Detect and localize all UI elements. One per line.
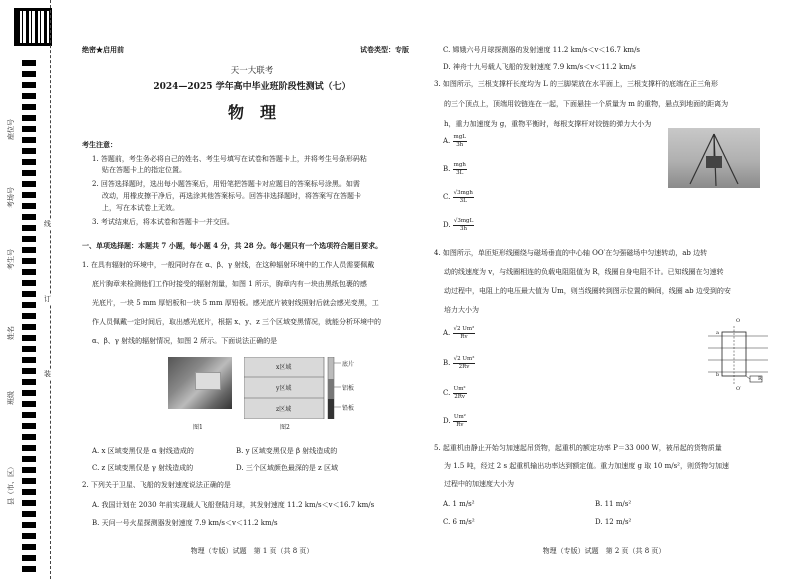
q2-option-b: B. 天问一号火星探测器发射速度 7.9 km/s＜v＜11.2 km/s: [92, 519, 278, 527]
note-line: 3. 考试结束后，将本试卷和答题卡一并交回。: [92, 218, 234, 226]
q4-option-b: B. $\frac{\text{√2 Um²}}{2Rv}$: [443, 356, 475, 370]
q4-option-a: A. $\frac{\text{√2 Um²}}{Rv}$: [443, 326, 475, 340]
note-line: 2. 回答选择题时，选出每小题答案后，用铅笔把答题卡对应题目的答案标号涂黑。如需: [92, 180, 360, 188]
section-title: 一、单项选择题：本题共 7 小题，每小题 4 分，共 28 分。每小题只有一个选项符合题目要求。: [82, 241, 383, 250]
fig1-caption: 图1: [193, 424, 203, 431]
q3-option-a: A. $\frac{\text{mgL}}{3h}$: [443, 134, 466, 148]
cut-mark-order: 订: [44, 295, 51, 303]
q1-line: 作人员佩戴一定时间后，取出感光底片，根据 x、y、z 三个区域变黑情况，就能分析环境中的: [92, 318, 382, 326]
binding-strip: [0, 0, 68, 579]
fig2-region-z: z区域: [276, 406, 292, 413]
q1-option-d: D. 三个区域颜色最深的是 z 区域: [236, 464, 338, 472]
note-line: 改动，用橡皮擦干净后，再选涂其他答案标号。回答非选择题时，将答案写在答题卡: [102, 192, 361, 200]
coil-label-o-prime: O′: [736, 386, 742, 392]
footer-right: 物理（专版）试题 第 2 页（共 8 页）: [542, 547, 666, 555]
q1-option-b: B. y 区域变黑仅是 β 射线造成的: [236, 447, 338, 455]
exam-title: 2024—2025 学年高中毕业班阶段性测试（七）: [153, 82, 351, 92]
qr-code: [14, 8, 52, 46]
coil-label-b: b: [716, 372, 720, 378]
cut-mark-bind: 装: [44, 370, 51, 378]
q3-line: h，重力加速度为 g，重物平衡时，每根支撑杆对铰链的弹力大小为: [444, 120, 652, 128]
q2-option-c: C. 嫦娥六号月球探测器的发射速度 11.2 km/s＜v＜16.7 km/s: [443, 46, 641, 54]
coil-label-a: a: [716, 330, 719, 336]
note-line: 1. 答题前，考生务必将自己的姓名、考生号填写在试卷和答题卡上，并将考生号条形码粘: [92, 155, 367, 163]
examinee-id-label: 考生号: [7, 249, 15, 270]
q5-option-d: D. 12 m/s²: [595, 518, 632, 526]
barcode-stripes: [22, 60, 36, 575]
q1-option-c: C. z 区域变黑仅是 γ 射线造成的: [92, 464, 194, 472]
footer-left: 物理（专版）试题 第 1 页（共 8 页）: [190, 547, 314, 555]
class-label: 班级: [7, 391, 15, 405]
fig2-region-x: x区域: [276, 364, 292, 371]
fig2-caption: 图2: [280, 424, 290, 431]
q1-line: 1. 在具有辐射的环境中，一般同时存在 α、β、γ 射线，在这种辐射环境中的工作人员需要佩戴: [82, 261, 375, 269]
fig1-badge: [195, 372, 221, 390]
q4-line: 动的线速度为 v，与线圈相连的负载电阻阻值为 R，线圈自身电阻不计。已知线圈在匀速转: [444, 268, 724, 276]
note-line: 贴在答题卡上的指定位置。: [102, 166, 186, 174]
q4-line: 4. 如图所示，单匝矩形线圈绕与磁场垂直的中心轴 OO′在匀强磁场中匀速转动，ab 边转: [434, 249, 708, 257]
name-label: 姓名: [7, 326, 15, 340]
q1-line: 光底片，一块 5 mm 厚铝板和一块 5 mm 厚铅板。感光底片被射线照射后就会感光变黑，工: [92, 299, 379, 307]
q5-option-c: C. 6 m/s²: [443, 518, 475, 526]
q2-option-d: D. 神舟十九号载人飞船的发射速度 7.9 km/s＜v＜11.2 km/s: [443, 63, 636, 71]
secret-mark: 绝密★启用前: [82, 45, 124, 54]
q3-line: 的三个顶点上，顶端用铰链连在一起，下面悬挂一个质量为 m 的重物，悬点到地面的距离为: [444, 100, 729, 108]
q3-option-c: C. $\frac{\text{√3mgh}}{3L}$: [443, 190, 473, 204]
coil-label-r: R: [758, 376, 762, 382]
fig2-label-pb: 铅板: [342, 405, 355, 412]
q4-line: 动过程中，电阻上的电压最大值为 Um，则当线圈转到图示位置的瞬间，线圈 ab 边受到的安: [444, 287, 731, 295]
q3-option-b: B. $\frac{\text{mgh}}{3L}$: [443, 162, 466, 176]
q4-option-c: C. $\frac{\text{Um²}}{2Rv}$: [443, 386, 466, 400]
coil-label-o: O: [736, 318, 741, 324]
q2-stem: 2. 下列关于卫星、飞船的发射速度说法正确的是: [82, 481, 231, 489]
q4-option-d: D. $\frac{\text{Um²}}{Rv}$: [443, 414, 466, 428]
q4-line: 培力大小为: [444, 306, 479, 314]
room-label: 考场号: [7, 187, 15, 208]
notes-title: 考生注意：: [82, 140, 117, 149]
q5-option-b: B. 11 m/s²: [595, 500, 632, 508]
fig2-label-al: 铝板: [342, 385, 355, 392]
q5-line: 为 1.5 吨，经过 2 s 起重机输出功率达到额定值。重力加速度 g 取 10 m/s²，则货物匀加速: [444, 462, 729, 470]
subject-title: 物 理: [227, 103, 276, 122]
paper-type: 试卷类型：专版: [360, 45, 409, 54]
cut-mark-line: 线: [44, 220, 51, 228]
seat-label: 座位号: [7, 119, 15, 140]
q5-option-a: A. 1 m/s²: [443, 500, 475, 508]
q3-option-d: D. $\frac{\text{√3mgL}}{3h}$: [443, 218, 474, 232]
q5-line: 过程中的加速度大小为: [444, 480, 514, 488]
tripod-drawing: [668, 128, 760, 188]
q2-option-a: A. 我国计划在 2030 年前实现载人飞船登陆月球，其发射速度 11.2 km/s＜v＜16.7 km/s: [92, 501, 375, 509]
fig2-label-film: 底片: [342, 361, 355, 368]
q5-line: 5. 起重机由静止开始匀加速起吊货物，起重机的额定功率 P＝33 000 W，被吊起的货物质量: [434, 444, 722, 452]
note-line: 上，写在本试卷上无效。: [102, 204, 179, 212]
q1-line: 底片胸章来检测他们工作时接受的辐射剂量，如图 1 所示，胸章内有一块由黑纸包裹的感: [92, 280, 367, 288]
q1-option-a: A. x 区域变黑仅是 α 射线造成的: [92, 447, 194, 455]
county-label: 县（市、区）: [7, 463, 15, 505]
q1-line: α、β、γ 射线的辐射情况，如图 2 所示。下面说法正确的是: [92, 337, 278, 345]
fig2-region-y: y区域: [276, 385, 292, 392]
cut-line: [50, 0, 51, 579]
q3-line: 3. 如图所示，三根支撑杆长度均为 L 的三脚架放在水平面上，三根支撑杆的底端在正三角形: [434, 80, 719, 88]
org-name: 天一大联考: [230, 66, 274, 76]
